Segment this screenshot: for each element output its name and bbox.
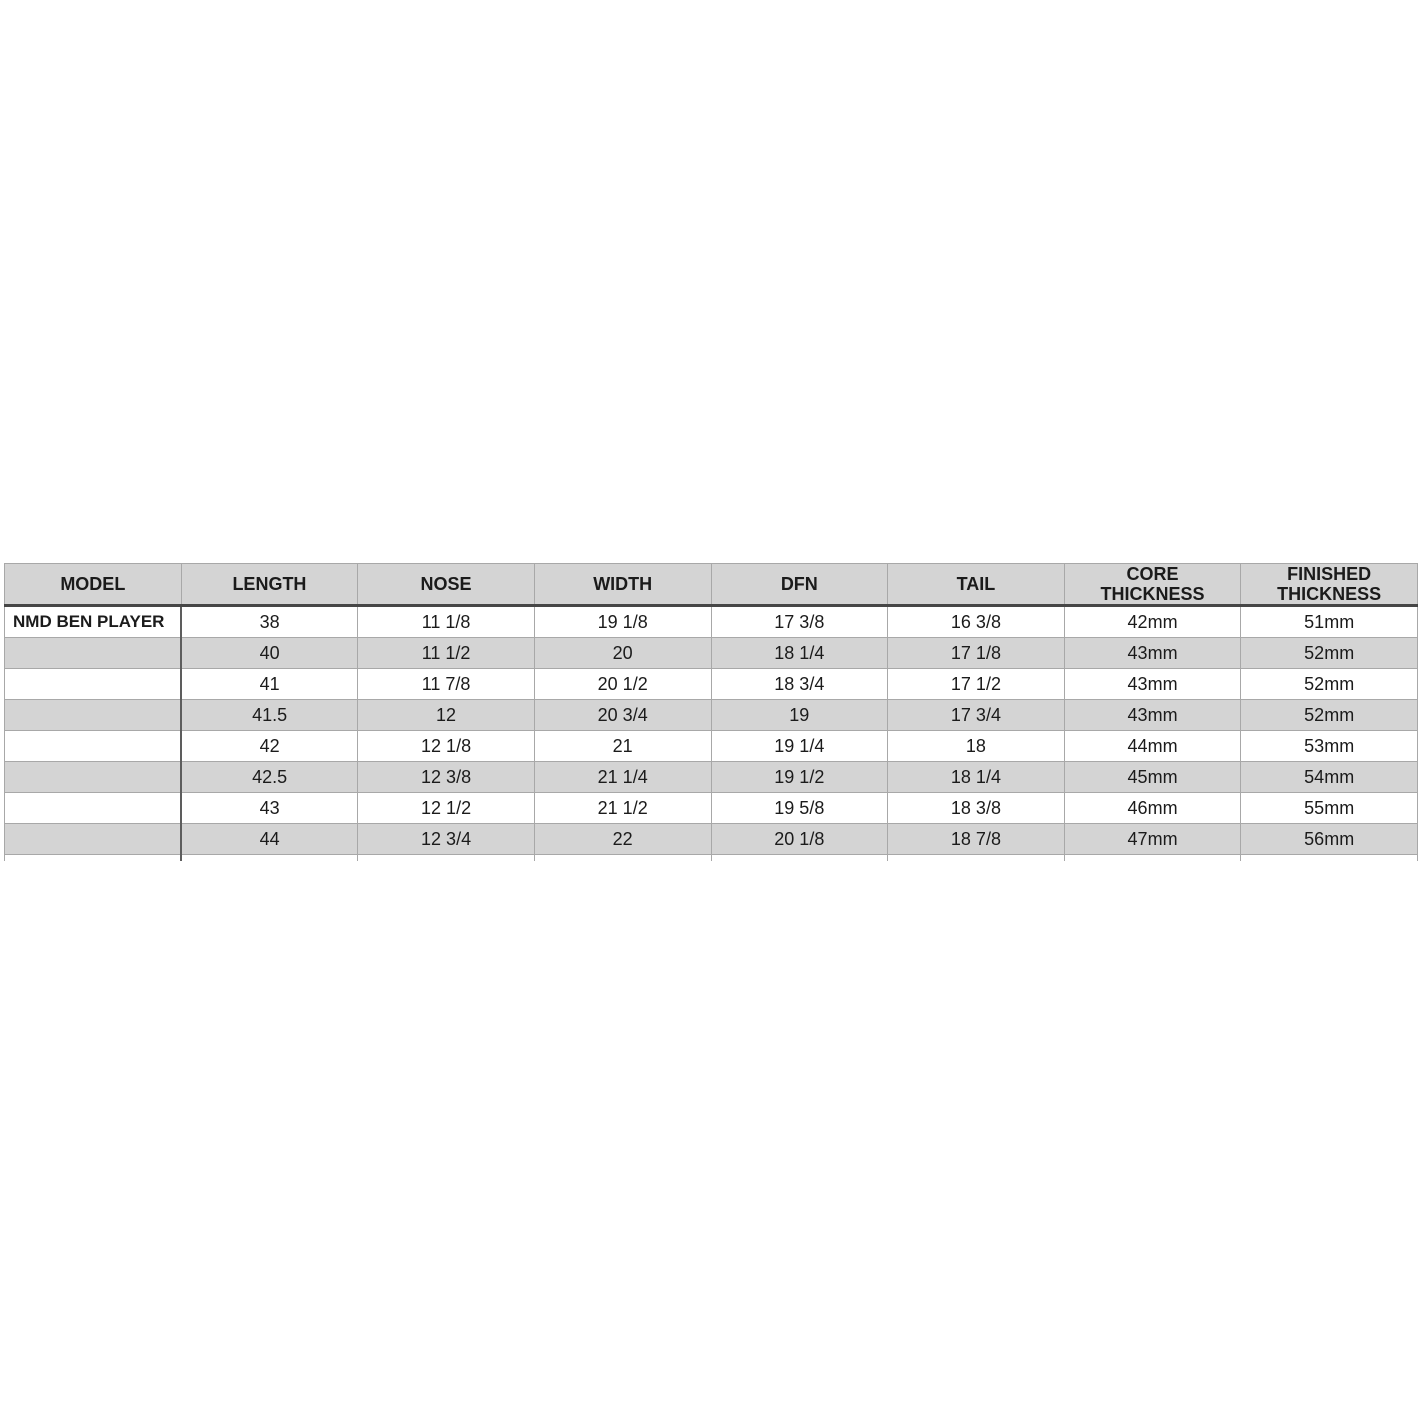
model-empty-cell [5, 824, 182, 855]
cell-dfn: 19 1/4 [711, 731, 888, 762]
cell-finished-thickness: 52mm [1241, 669, 1418, 700]
cell-dfn: 19 5/8 [711, 793, 888, 824]
table-row-partial [5, 855, 1418, 861]
empty-cell [534, 855, 711, 861]
empty-cell [5, 855, 182, 861]
spec-table [4, 563, 1418, 861]
model-empty-cell [5, 731, 182, 762]
cell-core-thickness: 44mm [1064, 731, 1241, 762]
cell-finished-thickness: 54mm [1241, 762, 1418, 793]
model-empty-cell [5, 638, 182, 669]
cell-dfn: 19 [711, 700, 888, 731]
cell-nose: 12 1/8 [358, 731, 535, 762]
column-header-finished-thickness: FINISHED THICKNESS [1241, 564, 1418, 606]
cell-nose: 12 1/2 [358, 793, 535, 824]
cell-core-thickness: 43mm [1064, 700, 1241, 731]
cell-core-thickness: 46mm [1064, 793, 1241, 824]
cell-length: 41.5 [181, 700, 358, 731]
cell-core-thickness: 43mm [1064, 669, 1241, 700]
table-row [5, 606, 1418, 638]
cell-width: 21 [534, 731, 711, 762]
empty-cell [888, 855, 1065, 861]
cell-nose: 12 [358, 700, 535, 731]
cell-nose: 12 3/8 [358, 762, 535, 793]
table-row [5, 824, 1418, 855]
cell-dfn: 19 1/2 [711, 762, 888, 793]
column-header-model: MODEL [5, 564, 182, 606]
cell-finished-thickness: 56mm [1241, 824, 1418, 855]
table-row [5, 669, 1418, 700]
cell-width: 22 [534, 824, 711, 855]
cell-tail: 18 3/8 [888, 793, 1065, 824]
cell-tail: 18 1/4 [888, 762, 1065, 793]
column-header-width: WIDTH [534, 564, 711, 606]
model-empty-cell [5, 669, 182, 700]
cell-tail: 17 1/8 [888, 638, 1065, 669]
cell-tail: 16 3/8 [888, 606, 1065, 638]
cell-tail: 17 3/4 [888, 700, 1065, 731]
cell-nose: 11 1/8 [358, 606, 535, 638]
cell-nose: 11 7/8 [358, 669, 535, 700]
model-empty-cell [5, 793, 182, 824]
cell-length: 38 [181, 606, 358, 638]
table-row [5, 638, 1418, 669]
empty-cell [181, 855, 358, 861]
empty-cell [358, 855, 535, 861]
cell-length: 42.5 [181, 762, 358, 793]
model-empty-cell [5, 700, 182, 731]
cell-length: 42 [181, 731, 358, 762]
column-header-length: LENGTH [181, 564, 358, 606]
spec-table-body [5, 606, 1418, 861]
cell-dfn: 18 1/4 [711, 638, 888, 669]
model-empty-cell [5, 762, 182, 793]
empty-cell [1241, 855, 1418, 861]
cell-finished-thickness: 53mm [1241, 731, 1418, 762]
cell-core-thickness: 47mm [1064, 824, 1241, 855]
cell-finished-thickness: 51mm [1241, 606, 1418, 638]
cell-core-thickness: 45mm [1064, 762, 1241, 793]
cell-width: 20 3/4 [534, 700, 711, 731]
column-header-tail: TAIL [888, 564, 1065, 606]
cell-finished-thickness: 55mm [1241, 793, 1418, 824]
column-header-nose: NOSE [358, 564, 535, 606]
column-header-core-thickness: CORE THICKNESS [1064, 564, 1241, 606]
empty-cell [711, 855, 888, 861]
table-row [5, 762, 1418, 793]
table-row [5, 793, 1418, 824]
cell-dfn: 17 3/8 [711, 606, 888, 638]
cell-dfn: 20 1/8 [711, 824, 888, 855]
cell-width: 19 1/8 [534, 606, 711, 638]
cell-width: 20 [534, 638, 711, 669]
cell-tail: 17 1/2 [888, 669, 1065, 700]
cell-width: 21 1/4 [534, 762, 711, 793]
cell-length: 43 [181, 793, 358, 824]
cell-width: 21 1/2 [534, 793, 711, 824]
cell-finished-thickness: 52mm [1241, 700, 1418, 731]
spec-table-container [4, 563, 1418, 861]
cell-tail: 18 7/8 [888, 824, 1065, 855]
cell-width: 20 1/2 [534, 669, 711, 700]
table-header-row [5, 564, 1418, 606]
table-row [5, 700, 1418, 731]
cell-dfn: 18 3/4 [711, 669, 888, 700]
cell-length: 40 [181, 638, 358, 669]
model-name-cell: NMD BEN PLAYER [5, 606, 182, 638]
cell-core-thickness: 43mm [1064, 638, 1241, 669]
cell-nose: 12 3/4 [358, 824, 535, 855]
table-row [5, 731, 1418, 762]
column-header-dfn: DFN [711, 564, 888, 606]
cell-length: 41 [181, 669, 358, 700]
empty-cell [1064, 855, 1241, 861]
cell-finished-thickness: 52mm [1241, 638, 1418, 669]
cell-length: 44 [181, 824, 358, 855]
spec-table-head [5, 564, 1418, 606]
cell-core-thickness: 42mm [1064, 606, 1241, 638]
cell-tail: 18 [888, 731, 1065, 762]
cell-nose: 11 1/2 [358, 638, 535, 669]
